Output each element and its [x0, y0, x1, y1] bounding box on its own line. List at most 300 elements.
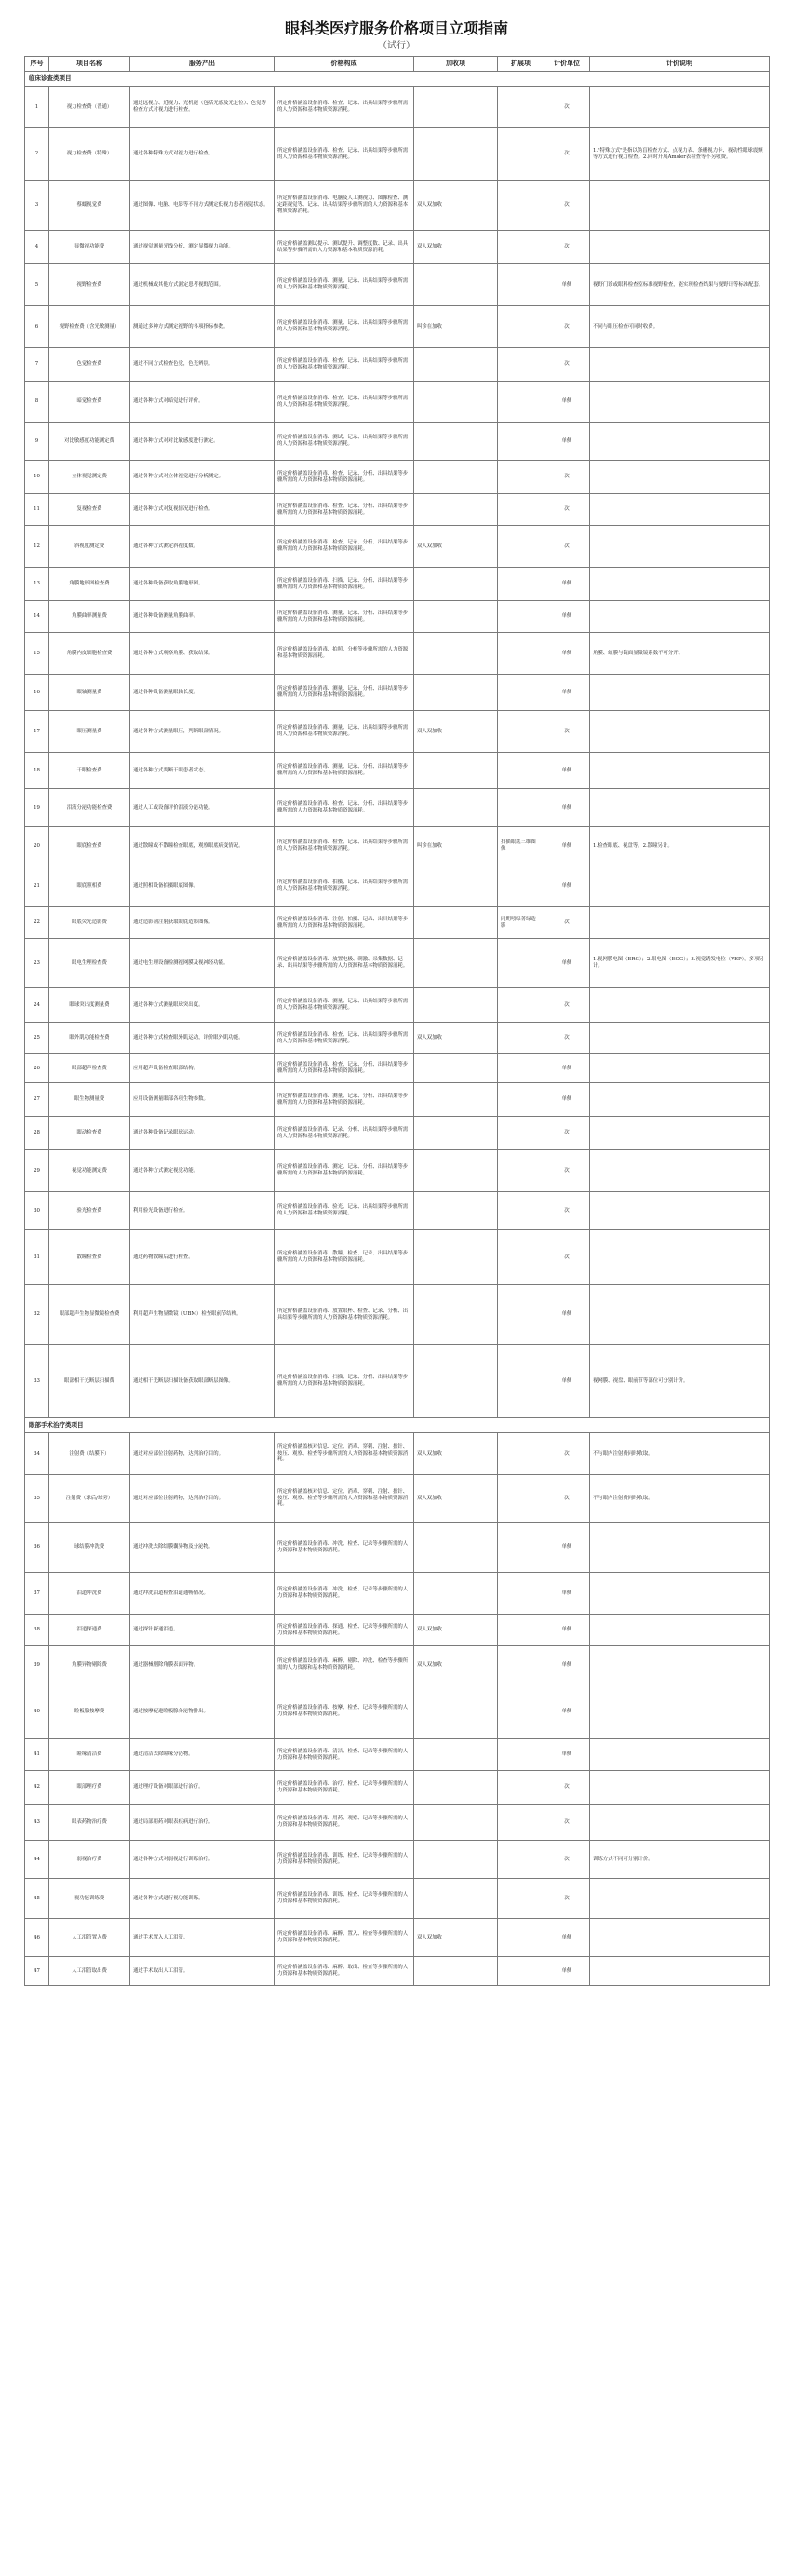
table-row — [25, 1230, 770, 1285]
cell-addon — [414, 1805, 498, 1841]
cell-addon — [414, 753, 498, 789]
cell-pricing: 所定价格涵盖设备消毒、麻醉、剔除、冲洗、检查等步骤所需的人力资源和基本物质资源消耗。 — [275, 1646, 414, 1684]
table-row — [25, 568, 770, 601]
cell-unit: 单侧 — [544, 753, 590, 789]
cell-unit: 次 — [544, 87, 590, 128]
cell-no: 40 — [25, 1684, 49, 1739]
cell-addon — [414, 1150, 498, 1192]
cell-note — [590, 988, 770, 1023]
cell-note: 训练方式不同可分别计价。 — [590, 1841, 770, 1879]
cell-no: 21 — [25, 865, 49, 907]
cell-no: 4 — [25, 231, 49, 264]
cell-unit: 单侧 — [544, 789, 590, 827]
section-title: 临床诊查类项目 — [25, 72, 770, 87]
cell-note — [590, 601, 770, 633]
cell-name: 角膜曲率测量费 — [49, 601, 130, 633]
cell-name: 视功能训练费 — [49, 1879, 130, 1919]
cell-addon — [414, 675, 498, 711]
cell-pricing: 所定价格涵盖设备消毒、测量、记录、出具结果等步骤所需的人力资源和基本物质资源消耗。 — [275, 306, 414, 348]
cell-output: 应用超声设备检查眼部结构。 — [130, 1054, 275, 1083]
cell-name: 视野检查费（含光敏测量） — [49, 306, 130, 348]
cell-note — [590, 1739, 770, 1771]
cell-pricing: 所定价格涵盖设备消毒、冲洗、检查、记录等步骤所需的人力资源和基本物质资源消耗。 — [275, 1573, 414, 1615]
cell-output: 通过各种特殊方式对视力进行检查。 — [130, 128, 275, 181]
cell-note — [590, 1957, 770, 1986]
cell-name: 验光检查费 — [49, 1192, 130, 1230]
cell-extension — [498, 988, 544, 1023]
cell-no: 31 — [25, 1230, 49, 1285]
cell-addon: 双人双加收 — [414, 1475, 498, 1523]
cell-note: 不同与眼压检查可同时收费。 — [590, 306, 770, 348]
col-header-output: 服务产出 — [130, 57, 275, 72]
table-row — [25, 1117, 770, 1150]
cell-pricing: 所定价格涵盖设备消毒、治疗、检查、记录等步骤所需的人力资源和基本物质资源消耗。 — [275, 1771, 414, 1805]
cell-pricing: 所定价格涵盖设备消毒、放置眼杯、检查、记录、分析、出具结果等步骤所需的人力资源和基本物质资源消耗。 — [275, 1285, 414, 1345]
cell-pricing: 所定价格涵盖设备消毒、散瞳、检查、记录、出具结果等步骤所需的人力资源和基本物质资源消耗。 — [275, 1230, 414, 1285]
table-row — [25, 753, 770, 789]
cell-output: 通过各种方式测量眼压，判断眼部情况。 — [130, 711, 275, 753]
cell-output: 通过相干光断层扫描设备获取眼部断层图像。 — [130, 1345, 275, 1418]
cell-no: 2 — [25, 128, 49, 181]
cell-unit: 单侧 — [544, 865, 590, 907]
cell-note — [590, 494, 770, 526]
cell-note — [590, 181, 770, 231]
cell-name: 立体视觉测定费 — [49, 461, 130, 494]
cell-output: 通过远视力、近视力、光机能（包括光感及光定位）、色觉等检查方式对视力进行检查。 — [130, 87, 275, 128]
cell-pricing: 所定价格涵盖设备消毒、冲洗、检查、记录等步骤所需的人力资源和基本物质资源消耗。 — [275, 1523, 414, 1573]
cell-unit: 单侧 — [544, 1646, 590, 1684]
cell-no: 30 — [25, 1192, 49, 1230]
cell-output: 通过理疗设备对眼部进行治疗。 — [130, 1771, 275, 1805]
table-row — [25, 1150, 770, 1192]
col-header-extension: 扩展项 — [498, 57, 544, 72]
cell-note — [590, 1646, 770, 1684]
cell-no: 1 — [25, 87, 49, 128]
table-header-row — [25, 57, 770, 72]
cell-pricing: 所定价格涵盖设备消毒、检查、记录、分析、出具结果等步骤所需的人力资源和基本物质资源消耗。 — [275, 526, 414, 568]
cell-unit: 次 — [544, 1805, 590, 1841]
cell-addon — [414, 423, 498, 461]
cell-name: 眼动检查费 — [49, 1117, 130, 1150]
cell-pricing: 所定价格涵盖设备消毒、训练、检查、记录等步骤所需的人力资源和基本物质资源消耗。 — [275, 1841, 414, 1879]
cell-addon — [414, 907, 498, 939]
cell-name: 视觉功能测定费 — [49, 1150, 130, 1192]
cell-name: 角膜异物剔除费 — [49, 1646, 130, 1684]
cell-addon — [414, 1345, 498, 1418]
table-row — [25, 939, 770, 988]
cell-pricing: 所定价格涵盖设备消毒、测量、记录、出具结果等步骤所需的人力资源和基本物质资源消耗。 — [275, 988, 414, 1023]
cell-output: 通过手术置入人工泪管。 — [130, 1919, 275, 1957]
cell-name: 眼生物测量费 — [49, 1083, 130, 1117]
table-row — [25, 1083, 770, 1117]
cell-no: 47 — [25, 1957, 49, 1986]
cell-no: 8 — [25, 382, 49, 423]
cell-output: 通过各种方式观察角膜、获取结果。 — [130, 633, 275, 675]
cell-addon — [414, 789, 498, 827]
section-header-row — [25, 1418, 770, 1433]
cell-name: 散瞳检查费 — [49, 1230, 130, 1285]
cell-pricing: 所定价格涵盖设备消毒、放置电极、刺激、采集数据、记录、出具结果等步骤所需的人力资源和基本物质资源消耗。 — [275, 939, 414, 988]
cell-extension — [498, 711, 544, 753]
cell-extension — [498, 423, 544, 461]
cell-addon — [414, 128, 498, 181]
cell-no: 38 — [25, 1615, 49, 1646]
table-row — [25, 1054, 770, 1083]
cell-addon — [414, 1054, 498, 1083]
cell-name: 色觉检查费 — [49, 348, 130, 382]
cell-note — [590, 1879, 770, 1919]
cell-pricing: 所定价格涵盖设备消毒、检查、记录、出具结果等步骤所需的人力资源和基本物质资源消耗。 — [275, 827, 414, 865]
cell-output: 通过各种设备测量角膜曲率。 — [130, 601, 275, 633]
table-row — [25, 382, 770, 423]
cell-addon — [414, 1230, 498, 1285]
cell-extension — [498, 306, 544, 348]
cell-extension — [498, 1083, 544, 1117]
cell-output: 通过各种方式对对比敏感度进行测定。 — [130, 423, 275, 461]
cell-unit: 次 — [544, 1433, 590, 1475]
cell-unit: 单侧 — [544, 382, 590, 423]
cell-addon — [414, 1192, 498, 1230]
cell-no: 11 — [25, 494, 49, 526]
document-subtitle: （试行） — [378, 41, 415, 51]
cell-output: 通过图像、电脑、电影等不同方式测定低视力患者视觉状态。 — [130, 181, 275, 231]
cell-name: 眼底荧光造影费 — [49, 907, 130, 939]
cell-name: 斜视度测定费 — [49, 526, 130, 568]
cell-no: 34 — [25, 1433, 49, 1475]
cell-output: 通过对应部位注射药物，达到治疗目的。 — [130, 1475, 275, 1523]
cell-name: 眼部理疗费 — [49, 1771, 130, 1805]
cell-note — [590, 382, 770, 423]
cell-unit: 次 — [544, 711, 590, 753]
cell-extension: 同期吲哚菁绿造影 — [498, 907, 544, 939]
cell-unit: 次 — [544, 1879, 590, 1919]
cell-output: 通过各种方式对复视情况进行检查。 — [130, 494, 275, 526]
cell-name: 睑板腺按摩费 — [49, 1684, 130, 1739]
cell-unit: 次 — [544, 1475, 590, 1523]
cell-extension — [498, 1117, 544, 1150]
cell-output: 通过药物散瞳后进行检查。 — [130, 1230, 275, 1285]
cell-addon — [414, 1684, 498, 1739]
cell-note — [590, 789, 770, 827]
cell-addon: 双人双加收 — [414, 1615, 498, 1646]
cell-pricing: 所定价格涵盖设备消毒、扫描、记录、分析、出具结果等步骤所需的人力资源和基本物质资源消耗。 — [275, 568, 414, 601]
cell-extension — [498, 939, 544, 988]
cell-unit: 单侧 — [544, 1523, 590, 1573]
cell-addon: 双人双加收 — [414, 526, 498, 568]
table-row — [25, 907, 770, 939]
cell-pricing: 所定价格涵盖设备消毒、检查、记录、分析、出具结果等步骤所需的人力资源和基本物质资源消耗。 — [275, 461, 414, 494]
cell-addon — [414, 87, 498, 128]
cell-note — [590, 907, 770, 939]
cell-addon — [414, 461, 498, 494]
cell-extension — [498, 1192, 544, 1230]
table-row — [25, 1739, 770, 1771]
cell-unit: 单侧 — [544, 1919, 590, 1957]
cell-note: 角膜、虹膜与镜面显微镜系数不可分开。 — [590, 633, 770, 675]
cell-extension — [498, 1433, 544, 1475]
cell-name: 眼轴测量费 — [49, 675, 130, 711]
cell-unit: 次 — [544, 494, 590, 526]
cell-no: 14 — [25, 601, 49, 633]
price-items-table — [24, 56, 770, 1986]
cell-addon — [414, 988, 498, 1023]
cell-extension — [498, 1573, 544, 1615]
cell-no: 23 — [25, 939, 49, 988]
cell-name: 干眼检查费 — [49, 753, 130, 789]
cell-note: 1.视网膜电图（ERG）；2.眼电图（EOG）；3.视觉诱发电位（VEP）。多项另计。 — [590, 939, 770, 988]
cell-unit: 次 — [544, 907, 590, 939]
cell-extension — [498, 789, 544, 827]
cell-unit: 次 — [544, 1023, 590, 1054]
cell-output: 通过各种方式测定视觉功能。 — [130, 1150, 275, 1192]
cell-pricing: 所定价格涵盖设备消毒、测量、记录、分析、出具结果等步骤所需的人力资源和基本物质资源消耗。 — [275, 675, 414, 711]
cell-output: 通过器械剔除角膜表面异物。 — [130, 1646, 275, 1684]
table-row — [25, 988, 770, 1023]
cell-output: 通过造影剂注射获取眼底造影图像。 — [130, 907, 275, 939]
cell-note — [590, 675, 770, 711]
cell-no: 5 — [25, 264, 49, 306]
cell-unit: 单侧 — [544, 568, 590, 601]
cell-no: 7 — [25, 348, 49, 382]
cell-note — [590, 568, 770, 601]
cell-extension — [498, 87, 544, 128]
cell-unit: 次 — [544, 526, 590, 568]
cell-addon: 双人双加收 — [414, 1646, 498, 1684]
cell-extension — [498, 1771, 544, 1805]
cell-name: 复视检查费 — [49, 494, 130, 526]
cell-name: 注射费（结膜下） — [49, 1433, 130, 1475]
cell-pricing: 所定价格涵盖设备消毒、测量、记录、分析、出具结果等步骤所需的人力资源和基本物质资源消耗。 — [275, 753, 414, 789]
cell-addon — [414, 865, 498, 907]
cell-extension — [498, 1841, 544, 1879]
cell-no: 10 — [25, 461, 49, 494]
cell-no: 32 — [25, 1285, 49, 1345]
cell-no: 33 — [25, 1345, 49, 1418]
cell-addon — [414, 1771, 498, 1805]
cell-no: 12 — [25, 526, 49, 568]
cell-pricing: 所定价格涵盖设备消毒、拍照、分析等步骤所需的人力资源和基本物质资源消耗。 — [275, 633, 414, 675]
cell-note — [590, 1919, 770, 1957]
cell-output: 通过视觉测量光线分析、测定显微视力功能。 — [130, 231, 275, 264]
cell-no: 15 — [25, 633, 49, 675]
cell-name: 眼电生理检查费 — [49, 939, 130, 988]
cell-no: 37 — [25, 1573, 49, 1615]
cell-unit: 单侧 — [544, 827, 590, 865]
cell-output: 通过清洁去除睑缘分泌物。 — [130, 1739, 275, 1771]
cell-pricing: 所定价格涵盖设备消毒、电脑及人工测视力、图像检查、测定距视觉等、记录、出具结果等步骤所需的人力资源和基本物质资源消耗。 — [275, 181, 414, 231]
cell-unit: 单侧 — [544, 1615, 590, 1646]
cell-output: 通过机械或其他方式测定患者视野范围。 — [130, 264, 275, 306]
cell-output: 通过各种设备测量眼轴长度。 — [130, 675, 275, 711]
cell-extension — [498, 1345, 544, 1418]
cell-name: 眼部超声生物显微镜检查费 — [49, 1285, 130, 1345]
cell-pricing: 所定价格涵盖设备消毒、检查、记录、出具结果等步骤所需的人力资源和基本物质资源消耗。 — [275, 382, 414, 423]
cell-output: 测通过多种方式测定视野的各项指标参数。 — [130, 306, 275, 348]
cell-pricing: 所定价格涵盖设备消毒、按摩、检查、记录等步骤所需的人力资源和基本物质资源消耗。 — [275, 1684, 414, 1739]
cell-addon: 双人双加收 — [414, 1433, 498, 1475]
cell-pricing: 所定价格涵盖测试提示、测试提升、调整度数、记录、出具结果等步骤所需的人力资源和基本物质资源消耗。 — [275, 231, 414, 264]
cell-no: 25 — [25, 1023, 49, 1054]
cell-extension — [498, 1615, 544, 1646]
cell-unit: 次 — [544, 1150, 590, 1192]
table-row — [25, 128, 770, 181]
table-row — [25, 1684, 770, 1739]
cell-pricing: 所定价格涵盖设备消毒、测定、记录、分析、出具结果等步骤所需的人力资源和基本物质资源消耗。 — [275, 1150, 414, 1192]
col-header-note: 计价说明 — [590, 57, 770, 72]
cell-note: 不与眼内注射费同时收取。 — [590, 1475, 770, 1523]
cell-unit: 次 — [544, 231, 590, 264]
cell-pricing: 所定价格涵盖设备消毒、清洁、检查、记录等步骤所需的人力资源和基本物质资源消耗。 — [275, 1739, 414, 1771]
cell-output: 通过不同方式检查色觉，色光辨别。 — [130, 348, 275, 382]
cell-note — [590, 1054, 770, 1083]
cell-note: 视野门诊或眼科检查室标准视野检查，能实现检查结果与视野计等标准配套。 — [590, 264, 770, 306]
cell-note — [590, 1150, 770, 1192]
cell-addon — [414, 1083, 498, 1117]
cell-note — [590, 865, 770, 907]
cell-note — [590, 1023, 770, 1054]
cell-output: 通过手术取出人工泪管。 — [130, 1957, 275, 1986]
cell-note — [590, 1083, 770, 1117]
cell-name: 视力检查费（特殊） — [49, 128, 130, 181]
cell-output: 通过各种设备获取角膜地形图。 — [130, 568, 275, 601]
cell-unit: 次 — [544, 1841, 590, 1879]
cell-unit: 单侧 — [544, 1957, 590, 1986]
cell-extension — [498, 494, 544, 526]
cell-no: 42 — [25, 1771, 49, 1805]
cell-no: 35 — [25, 1475, 49, 1523]
table-row — [25, 1841, 770, 1879]
col-header-addon: 加收项 — [414, 57, 498, 72]
cell-output: 通过探针探通泪道。 — [130, 1615, 275, 1646]
cell-no: 39 — [25, 1646, 49, 1684]
cell-unit: 次 — [544, 988, 590, 1023]
cell-pricing: 所定价格涵盖设备消毒、检查、记录、出具结果等步骤所需的人力资源和基本物质资源消耗。 — [275, 1023, 414, 1054]
cell-output: 利用验光设备进行检查。 — [130, 1192, 275, 1230]
cell-addon — [414, 1957, 498, 1986]
cell-note: 不与眼内注射费同时收取。 — [590, 1433, 770, 1475]
cell-pricing: 所定价格涵盖设备消毒、记录、分析、出具结果等步骤所需的人力资源和基本物质资源消耗。 — [275, 1117, 414, 1150]
cell-addon: 叫诊在加收 — [414, 306, 498, 348]
cell-unit: 单侧 — [544, 1739, 590, 1771]
cell-output: 通过人工或设备评价泪液分泌功能。 — [130, 789, 275, 827]
cell-unit: 单侧 — [544, 1083, 590, 1117]
cell-unit: 次 — [544, 306, 590, 348]
cell-output: 通过各种方式判断干眼患者状态。 — [130, 753, 275, 789]
cell-name: 眼表药物治疗费 — [49, 1805, 130, 1841]
cell-unit: 单侧 — [544, 1573, 590, 1615]
table-row — [25, 1879, 770, 1919]
cell-unit: 单侧 — [544, 601, 590, 633]
cell-note — [590, 1117, 770, 1150]
table-row — [25, 423, 770, 461]
table-row — [25, 348, 770, 382]
cell-name: 眼外肌功能检查费 — [49, 1023, 130, 1054]
cell-note — [590, 348, 770, 382]
col-header-unit: 计价单位 — [544, 57, 590, 72]
cell-unit: 单侧 — [544, 1684, 590, 1739]
cell-name: 眼底照相费 — [49, 865, 130, 907]
cell-addon: 双人双加收 — [414, 1023, 498, 1054]
cell-name: 角膜地形图检查费 — [49, 568, 130, 601]
table-row — [25, 1573, 770, 1615]
table-row — [25, 633, 770, 675]
cell-pricing: 所定价格涵盖设备消毒、测量、记录、出具结果等步骤所需的人力资源和基本物质资源消耗。 — [275, 711, 414, 753]
cell-unit: 次 — [544, 348, 590, 382]
cell-output: 通过局部用药对眼表疾病进行治疗。 — [130, 1805, 275, 1841]
cell-unit: 次 — [544, 128, 590, 181]
cell-extension — [498, 1285, 544, 1345]
cell-unit: 次 — [544, 1192, 590, 1230]
table-row — [25, 181, 770, 231]
cell-extension — [498, 1957, 544, 1986]
cell-unit: 单侧 — [544, 264, 590, 306]
cell-name: 注射费（球后/球旁） — [49, 1475, 130, 1523]
table-row — [25, 1523, 770, 1573]
cell-no: 24 — [25, 988, 49, 1023]
cell-extension — [498, 1150, 544, 1192]
cell-pricing: 所定价格涵盖设备消毒、拍摄、记录、出具结果等步骤所需的人力资源和基本物质资源消耗。 — [275, 865, 414, 907]
cell-addon — [414, 1879, 498, 1919]
cell-no: 44 — [25, 1841, 49, 1879]
cell-extension: 扫描眼底三维图像 — [498, 827, 544, 865]
cell-note — [590, 461, 770, 494]
cell-no: 16 — [25, 675, 49, 711]
cell-name: 泪道冲洗费 — [49, 1573, 130, 1615]
cell-addon: 双人双加收 — [414, 231, 498, 264]
cell-addon — [414, 939, 498, 988]
cell-unit: 单侧 — [544, 939, 590, 988]
table-row — [25, 1285, 770, 1345]
cell-output: 通过各种方式进行视功能训练。 — [130, 1879, 275, 1919]
cell-output: 通过各种方式测量眼球突出度。 — [130, 988, 275, 1023]
col-header-name: 项目名称 — [49, 57, 130, 72]
cell-note — [590, 1192, 770, 1230]
cell-note — [590, 753, 770, 789]
cell-output: 通过电生理设备检测视网膜及视神经功能。 — [130, 939, 275, 988]
table-row — [25, 1475, 770, 1523]
cell-no: 27 — [25, 1083, 49, 1117]
cell-name: 眼底检查费 — [49, 827, 130, 865]
cell-addon: 双人双加收 — [414, 181, 498, 231]
cell-name: 对比敏感度功能测定费 — [49, 423, 130, 461]
cell-pricing: 所定价格涵盖设备消毒、测量、记录、出具结果等步骤所需的人力资源和基本物质资源消耗。 — [275, 264, 414, 306]
cell-output: 通过各种方式检查眼外肌运动，评价眼外肌功能。 — [130, 1023, 275, 1054]
table-row — [25, 865, 770, 907]
cell-no: 6 — [25, 306, 49, 348]
table-row — [25, 461, 770, 494]
cell-no: 17 — [25, 711, 49, 753]
cell-name: 眼部超声检查费 — [49, 1054, 130, 1083]
cell-extension — [498, 264, 544, 306]
cell-addon: 双人双加收 — [414, 711, 498, 753]
cell-extension — [498, 633, 544, 675]
cell-note: 视网膜、视盘、眼前节等部位可分别计价。 — [590, 1345, 770, 1418]
cell-no: 19 — [25, 789, 49, 827]
cell-name: 眼球突出度测量费 — [49, 988, 130, 1023]
table-row — [25, 1023, 770, 1054]
cell-no: 36 — [25, 1523, 49, 1573]
table-row — [25, 1919, 770, 1957]
cell-addon — [414, 264, 498, 306]
table-row — [25, 1433, 770, 1475]
cell-output: 通过各种方式测定斜视度数。 — [130, 526, 275, 568]
cell-unit: 单侧 — [544, 675, 590, 711]
cell-extension — [498, 1739, 544, 1771]
cell-output: 通过对应部位注射药物，达到治疗目的。 — [130, 1433, 275, 1475]
cell-output: 应用设备测量眼部各项生物参数。 — [130, 1083, 275, 1117]
cell-pricing: 所定价格涵盖设备消毒、检查、记录、分析、出具结果等步骤所需的人力资源和基本物质资源消耗。 — [275, 789, 414, 827]
cell-note — [590, 1615, 770, 1646]
